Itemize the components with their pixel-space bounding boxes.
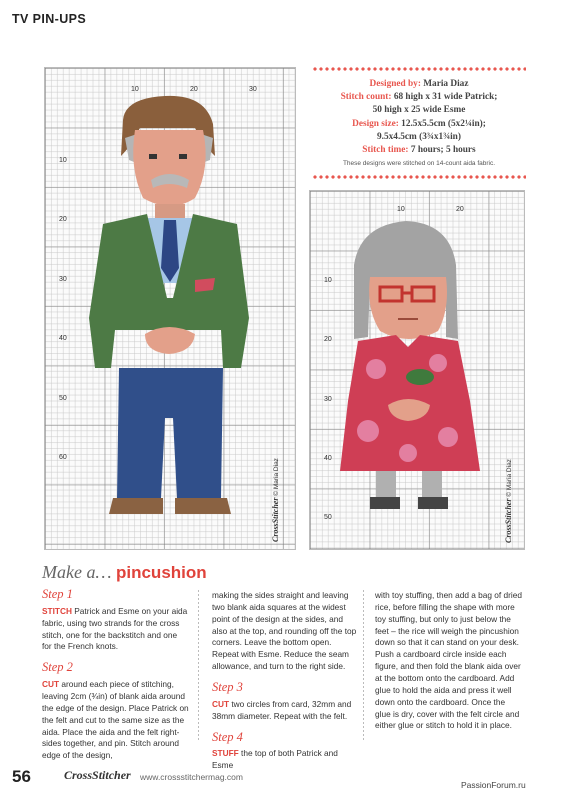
design-info-box bbox=[312, 78, 526, 168]
size-value-2: 9.5x4.5cm (3¾x1¾in) bbox=[377, 131, 461, 142]
column-divider bbox=[363, 590, 364, 740]
magazine-logo: CrossStitcher bbox=[64, 768, 131, 782]
chart-b-side-num: 30 bbox=[324, 396, 332, 403]
chart-a-top-num: 30 bbox=[249, 86, 257, 93]
esme-coat-pattern bbox=[366, 359, 386, 379]
chart-b-top-num: 20 bbox=[456, 206, 464, 213]
step-2-text: CUT around each piece of stitching, leaving 2cm (¾in) of blank aida around the edge of the design. Place Patrick on the felt and cut to the same size as the aida. Place the aida and the felt right-sides together, and pin. Stitch around edge of the design, bbox=[42, 679, 189, 761]
step-4-text: STUFF the top of both Patrick and Esme bbox=[212, 748, 338, 771]
step-3-text: CUT two circles from card, 32mm and 38mm diameter. Repeat with the felt. bbox=[212, 698, 352, 721]
chart-b-top-num: 10 bbox=[397, 206, 405, 213]
patrick-neck bbox=[155, 204, 185, 218]
watermark: PassionForum.ru bbox=[461, 780, 526, 790]
chart-a-side-num: 50 bbox=[59, 395, 67, 402]
chart-b-credit: CrossStitcher © Maria Diaz bbox=[504, 459, 513, 543]
esme-coat-pattern bbox=[399, 444, 417, 462]
patrick-figure bbox=[45, 68, 296, 550]
chart-a-top-num: 20 bbox=[190, 86, 198, 93]
patrick-hands bbox=[145, 327, 195, 354]
esme-shoe-left bbox=[370, 497, 400, 509]
step-1-heading: Step 1 bbox=[42, 587, 73, 601]
designed-value: Maria Diaz bbox=[423, 79, 469, 89]
chart-a-side-num: 10 bbox=[59, 157, 67, 164]
chart-b-side-num: 20 bbox=[324, 336, 332, 343]
time-value: 7 hours; 5 hours bbox=[410, 144, 476, 155]
page-number: 56 bbox=[12, 767, 31, 786]
step-4-continued: with toy stuffing, then add a bag of dried rice, before filling the shape with more toy stuffing, but only to just below the feet – the rice will weigh the pincushion down so that it can stand on your desk. Push a cardboard circle inside each figure, and then fold the blank aida over at the bottom onto the cardboard. Add glue to hold the aida and press it well down onto the cardboard. Once the glue is dry, cover with the felt circle and either glue or stitch to hold it in place. bbox=[375, 590, 522, 731]
chart-a-credit: CrossStitcher © Maria Diaz bbox=[271, 458, 280, 542]
step-2-heading: Step 2 bbox=[42, 660, 73, 675]
chart-a-top-num: 10 bbox=[131, 86, 139, 93]
chart-a-side-num: 60 bbox=[59, 454, 67, 461]
time-label: Stitch time: bbox=[362, 144, 409, 155]
esme-shoe-right bbox=[418, 497, 448, 509]
count-value-1: 68 high x 31 wide Patrick; bbox=[393, 92, 498, 103]
step-3-heading: Step 3 bbox=[212, 680, 243, 695]
step-4-heading: Step 4 bbox=[212, 729, 243, 744]
patrick-eye-right bbox=[179, 154, 187, 159]
size-label: Design size: bbox=[352, 118, 399, 129]
column-divider bbox=[198, 590, 199, 740]
chart-b-side-num: 40 bbox=[324, 455, 332, 462]
patrick-pocket-square bbox=[195, 278, 215, 292]
article-title: Make a… pincushion bbox=[42, 562, 207, 582]
chart-a-side-num: 30 bbox=[59, 276, 67, 283]
patrick-face bbox=[133, 130, 205, 206]
chart-a-side-num: 20 bbox=[59, 216, 67, 223]
chart-a-side-num: 40 bbox=[59, 335, 67, 342]
patrick-eye-left bbox=[149, 154, 157, 159]
esme-coat-pattern bbox=[438, 427, 458, 447]
info-border-top bbox=[312, 66, 526, 72]
chart-b-side-num: 50 bbox=[324, 514, 332, 521]
esme-brooch bbox=[406, 369, 434, 385]
esme-coat-pattern bbox=[357, 420, 379, 442]
esme-coat-pattern bbox=[429, 354, 447, 372]
article-column-1 bbox=[42, 586, 189, 762]
patrick-trousers bbox=[117, 368, 223, 498]
esme-leg-right bbox=[422, 471, 442, 497]
esme-chart bbox=[309, 190, 525, 550]
article-column-3 bbox=[375, 590, 522, 732]
article-column-2 bbox=[212, 590, 359, 772]
patrick-shoe-left bbox=[109, 498, 163, 514]
count-label: Stitch count: bbox=[340, 92, 392, 103]
count-value-2: 50 high x 25 wide Esme bbox=[372, 105, 466, 116]
patrick-chart bbox=[44, 67, 296, 550]
designed-label: Designed by: bbox=[369, 79, 421, 89]
step-2-continued: making the sides straight and leaving two blank aida squares at the widest point of the design at the sides, and also at the top, and rounding off the top corners. Leave the bottom open. Repeat with Esme. Reduce the seam allowance, and turn to the right side. bbox=[212, 590, 357, 672]
esme-leg-left bbox=[376, 471, 396, 497]
step-1-text: STITCH Patrick and Esme on your aida fabric, using two strands for the cross stitch, one for the backstitch and one for the French knots. bbox=[42, 605, 188, 652]
chart-b-side-num: 10 bbox=[324, 277, 332, 284]
fabric-note: These designs were stitched on 14-count aida fabric. bbox=[342, 160, 496, 168]
esme-figure bbox=[310, 191, 525, 550]
size-value-1: 12.5x5.5cm (5x2¼in); bbox=[401, 118, 486, 129]
patrick-shoe-right bbox=[175, 498, 231, 514]
info-border-bottom bbox=[312, 174, 526, 180]
magazine-url[interactable]: www.crossstitchermag.com bbox=[140, 772, 243, 782]
section-label: TV PIN-UPS bbox=[12, 12, 87, 26]
